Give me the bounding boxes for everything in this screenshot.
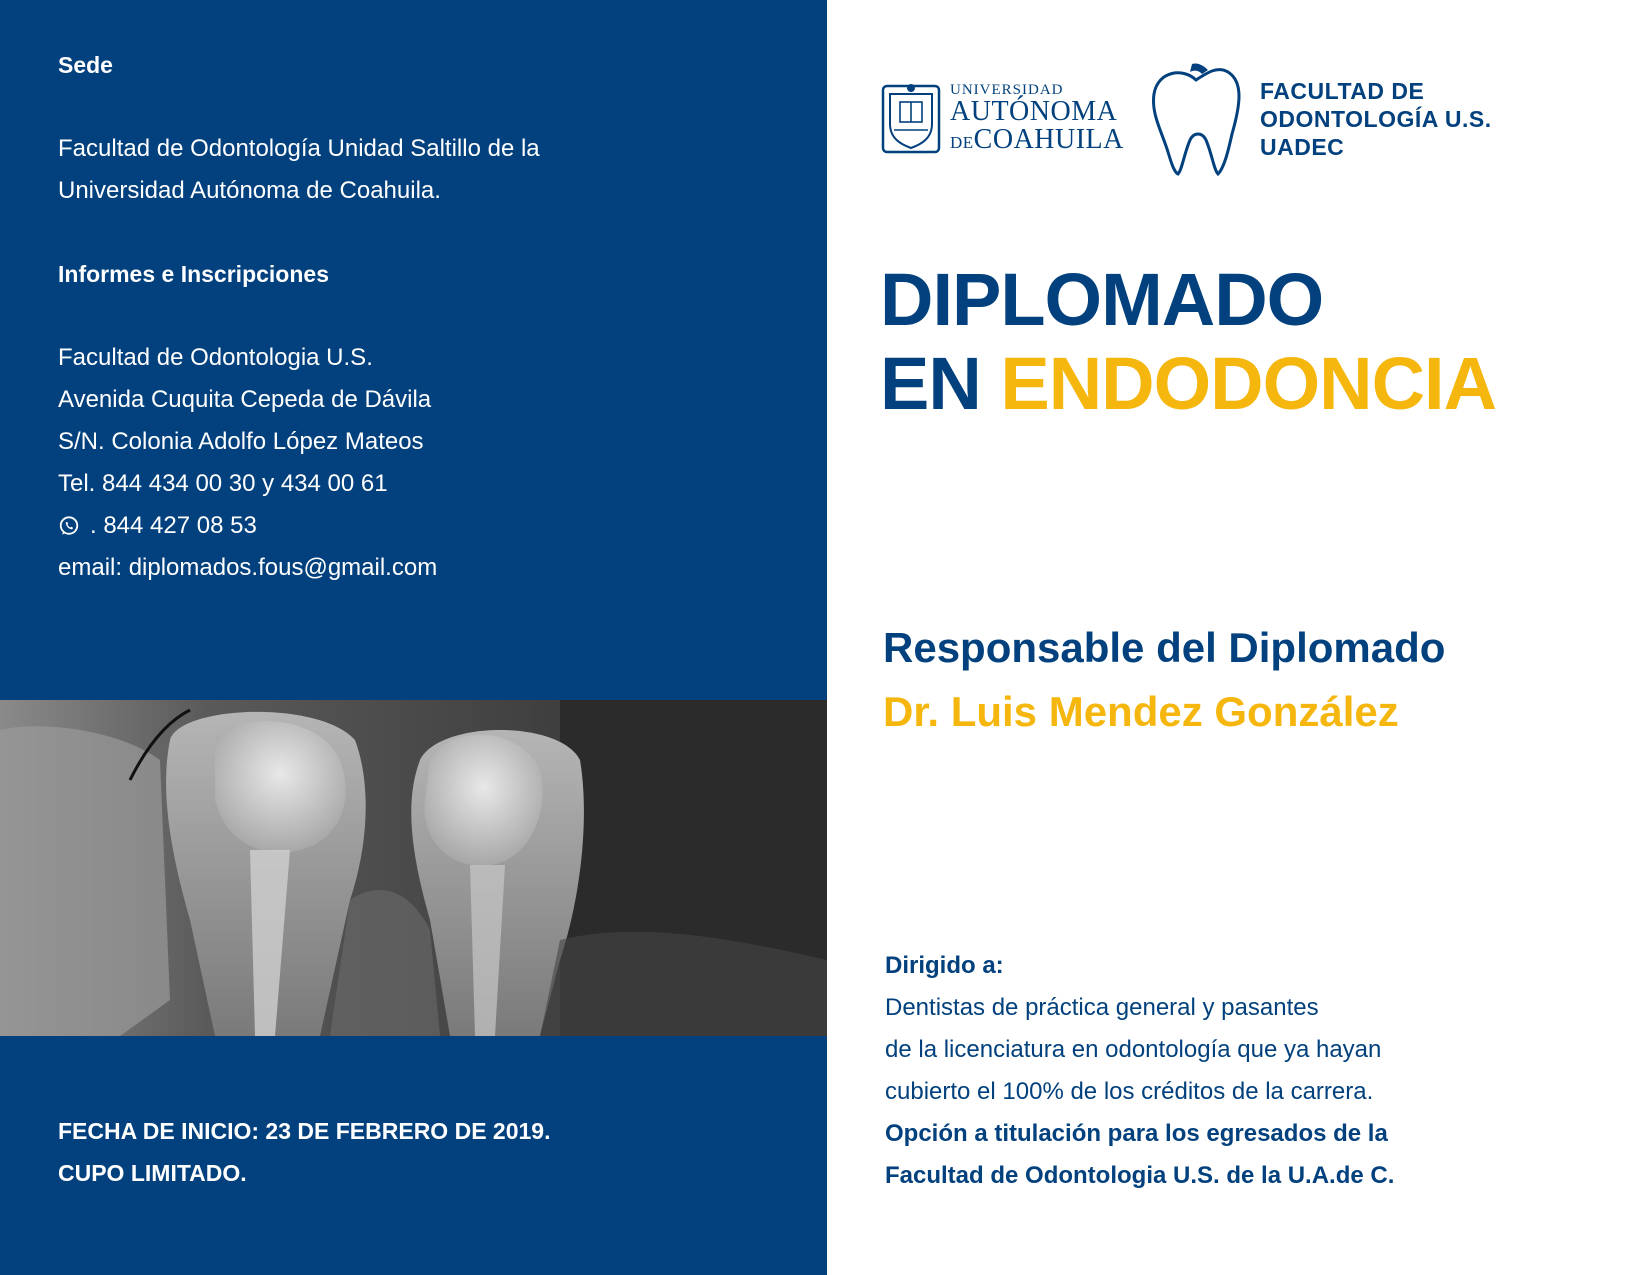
page-title (880, 258, 1496, 426)
university-line-2: AUTÓNOMA (950, 95, 1118, 127)
university-line-3: COAHUILA (973, 123, 1124, 155)
informes-line: Facultad de Odontologia U.S. (58, 344, 373, 371)
sede-line: Universidad Autónoma de Coahuila. (58, 177, 441, 204)
responsable-name: Dr. Luis Mendez González (883, 688, 1399, 735)
whatsapp-number: . 844 427 08 53 (90, 512, 257, 539)
audience-line: cubierto el 100% de los créditos de la carrera. (885, 1078, 1374, 1105)
university-seal-icon (880, 80, 942, 156)
email-line: email: diplomados.fous@gmail.com (58, 554, 438, 581)
informes-block (58, 337, 437, 589)
sede-address (58, 128, 540, 212)
responsable-label: Responsable del Diplomado (883, 624, 1446, 671)
start-date-block (58, 1110, 550, 1194)
titulacion-line: Facultad de Odontologia U.S. de la U.A.de C. (885, 1162, 1395, 1189)
title-line-1: DIPLOMADO (880, 258, 1324, 341)
audience-heading: Dirigido a: (885, 952, 1004, 979)
university-logo (880, 80, 1124, 156)
titulacion-line: Opción a titulación para los egresados de la (885, 1120, 1388, 1147)
informes-heading: Informes e Inscripciones (58, 261, 329, 287)
audience-block (885, 945, 1394, 1197)
informes-line: Avenida Cuquita Cepeda de Dávila (58, 386, 432, 413)
header-logos (880, 62, 1600, 187)
whatsapp-icon (58, 515, 80, 537)
limited-seats: CUPO LIMITADO. (58, 1160, 247, 1186)
title-line-2b: ENDODONCIA (1000, 342, 1497, 425)
university-name (950, 83, 1124, 154)
faculty-line-2: ODONTOLOGÍA U.S. (1260, 106, 1492, 132)
informes-line: S/N. Colonia Adolfo López Mateos (58, 428, 424, 455)
faculty-line-3: UADEC (1260, 134, 1345, 160)
audience-line: de la licenciatura en odontología que ya hayan (885, 1036, 1382, 1063)
faculty-line-1: FACULTAD DE (1260, 78, 1425, 104)
title-line-2a: EN (880, 342, 981, 425)
start-date: FECHA DE INICIO: 23 DE FEBRERO DE 2019. (58, 1118, 551, 1144)
university-line-1: UNIVERSIDAD (950, 81, 1064, 98)
informes-line: Tel. 844 434 00 30 y 434 00 61 (58, 470, 388, 497)
sede-heading: Sede (58, 52, 113, 78)
dental-xray-image (0, 700, 827, 1036)
faculty-name (1260, 77, 1492, 161)
sede-line: Facultad de Odontología Unidad Saltillo de la (58, 135, 540, 162)
university-line-3-prefix: DE (950, 132, 974, 152)
responsable-block (883, 616, 1445, 744)
whatsapp-line (58, 505, 437, 547)
audience-line: Dentistas de práctica general y pasantes (885, 994, 1319, 1021)
tooth-logo-icon (1148, 62, 1248, 182)
